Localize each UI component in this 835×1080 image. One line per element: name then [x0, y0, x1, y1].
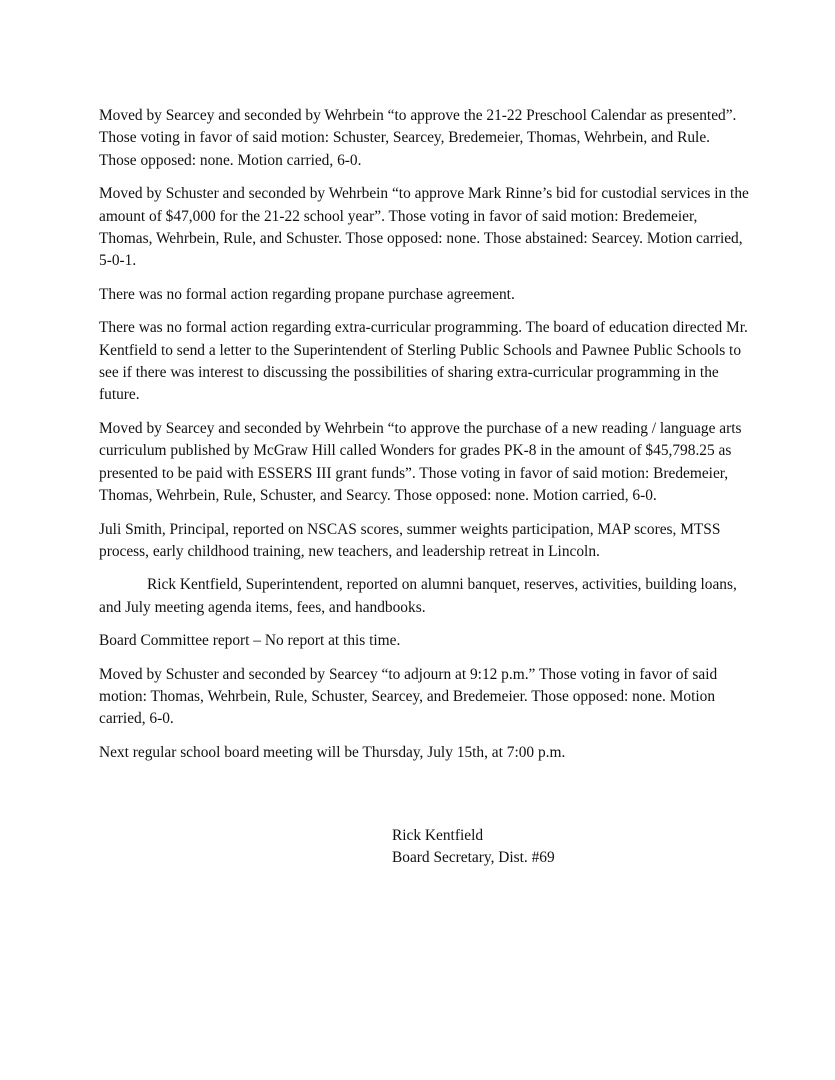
motion-adjourn: Moved by Schuster and seconded by Searcey “to adjourn at 9:12 p.m.” Those voting in favor of said motion: Thomas, Wehrbein, Rule, Schuster, Searcey, and Bredemeier. Those opposed: none. Motion carried, 6-0. — [99, 665, 718, 728]
motion-custodial-bid: Moved by Schuster and seconded by Wehrbein “to approve Mark Rinne’s bid for custodial services in the amount of $47,000 for the 21-22 school year”. Those voting in favor of said motion: Bredemeier, Thomas, Wehrbein, Rule, and Schuster. Those opposed: none. Those abstained: Searcey. Motion carried, 5-0-1. — [99, 185, 749, 270]
motion-curriculum-purchase: Moved by Searcey and seconded by Wehrbein “to approve the purchase of a new reading / language arts curriculum published by McGraw Hill called Wonders for grades PK-8 in the amount of $45,798.25 as presented to be paid with ESSERS III grant funds”. Those voting in favor of said motion: Bredemeier, Thomas, Wehrbein, Rule, Schuster, and Searcy. Those opposed: none. Motion carried, 6-0. — [99, 419, 742, 505]
motion-preschool-calendar: Moved by Searcey and seconded by Wehrbein “to approve the 21-22 Preschool Calendar as presented”. Those voting in favor of said motion: Schuster, Searcey, Bredemeier, Thomas, Wehrbein, and Rule. Those opposed: none. Motion carried, 6-0. — [99, 107, 737, 169]
note-extra-curricular: There was no formal action regarding extra-curricular programming. The board of education directed Mr. Kentfield to send a letter to the Superintendent of Sterling Public Schools and Pawnee Public Schools to see if there was interest to discussing the possibilities of sharing extra-curricular programming in the future. — [99, 319, 748, 404]
signature-block — [392, 825, 555, 870]
board-committee-report: Board Committee report – No report at this time. — [99, 632, 401, 650]
minutes-body — [99, 105, 749, 775]
note-propane-agreement: There was no formal action regarding propane purchase agreement. — [99, 285, 515, 303]
signature-name: Rick Kentfield — [392, 827, 484, 844]
next-meeting-notice: Next regular school board meeting will be Thursday, July 15th, at 7:00 p.m. — [99, 743, 566, 761]
principal-report: Juli Smith, Principal, reported on NSCAS scores, summer weights participation, MAP scores, MTSS process, early childhood training, new teachers, and leadership retreat in Lincoln. — [99, 520, 721, 560]
signature-title: Board Secretary, Dist. #69 — [392, 849, 555, 867]
superintendent-report: Rick Kentfield, Superintendent, reported on alumni banquet, reserves, activities, building loans, and July meeting agenda items, fees, and handbooks. — [99, 576, 737, 616]
